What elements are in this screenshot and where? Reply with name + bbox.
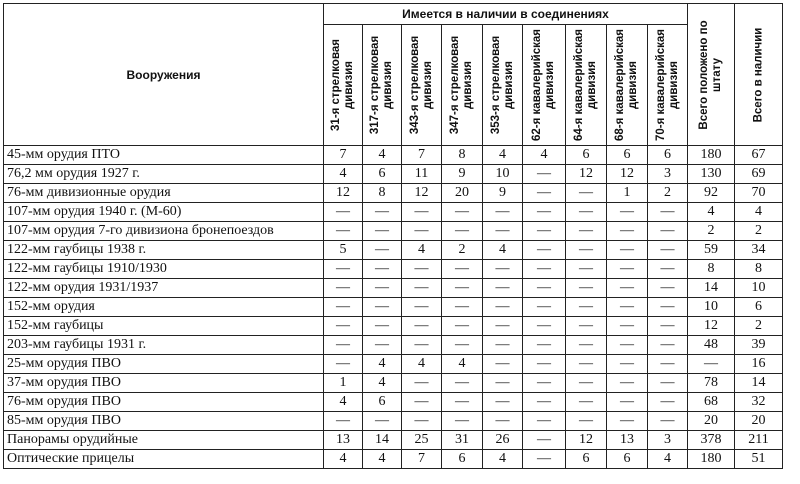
row-value-cell: — — [607, 298, 648, 317]
row-value-cell: — — [566, 184, 607, 203]
header-division-label: 347-я стрелковая дивизия — [449, 35, 474, 135]
row-value-cell: — — [648, 222, 688, 241]
row-value-cell: — — [566, 203, 607, 222]
row-value-cell: — — [483, 336, 523, 355]
row-value-cell: — — [324, 336, 363, 355]
row-value-cell: — — [442, 203, 483, 222]
row-value-cell: 48 — [688, 336, 735, 355]
header-division-label: 353-я стрелковая дивизия — [489, 35, 515, 135]
row-value-cell: — — [402, 393, 442, 412]
row-value-cell: — — [363, 203, 402, 222]
row-value-cell: — — [442, 393, 483, 412]
row-value-cell: — — [442, 374, 483, 393]
row-value-cell: — — [442, 279, 483, 298]
row-value-cell: — — [523, 393, 566, 412]
row-value-cell: 6 — [566, 450, 607, 469]
row-value-cell: — — [363, 279, 402, 298]
row-value-cell: — — [688, 355, 735, 374]
row-weapon-name: 25-мм орудия ПВО — [4, 355, 324, 374]
row-value-cell: 13 — [607, 431, 648, 450]
row-value-cell: — — [483, 374, 523, 393]
header-division-label: 64-я кавалерийская дивизия — [573, 29, 598, 141]
row-value-cell: — — [324, 279, 363, 298]
table-row — [4, 165, 783, 184]
row-value-cell: — — [607, 279, 648, 298]
row-value-cell: 1 — [324, 374, 363, 393]
row-value-cell: — — [523, 279, 566, 298]
row-value-cell: — — [523, 260, 566, 279]
row-value-cell: — — [442, 412, 483, 431]
table-row — [4, 146, 783, 165]
row-value-cell: 10 — [688, 298, 735, 317]
row-value-cell: — — [607, 317, 648, 336]
row-value-cell: 2 — [735, 317, 783, 336]
row-value-cell: — — [363, 260, 402, 279]
row-value-cell: — — [566, 374, 607, 393]
row-value-cell: 14 — [363, 431, 402, 450]
row-value-cell: — — [523, 431, 566, 450]
row-value-cell: 16 — [735, 355, 783, 374]
row-value-cell: — — [566, 279, 607, 298]
row-value-cell: 6 — [442, 450, 483, 469]
row-value-cell: — — [607, 336, 648, 355]
row-weapon-name: 85-мм орудия ПВО — [4, 412, 324, 431]
row-value-cell: 4 — [363, 355, 402, 374]
row-value-cell: — — [523, 203, 566, 222]
row-value-cell: — — [648, 393, 688, 412]
header-division — [363, 25, 402, 146]
header-division — [648, 25, 688, 146]
row-value-cell: 67 — [735, 146, 783, 165]
row-value-cell: — — [607, 412, 648, 431]
row-value-cell: 31 — [442, 431, 483, 450]
row-value-cell: — — [363, 241, 402, 260]
row-value-cell: 6 — [363, 393, 402, 412]
row-value-cell: — — [523, 184, 566, 203]
row-value-cell: — — [648, 279, 688, 298]
row-value-cell: 3 — [648, 431, 688, 450]
row-value-cell: — — [523, 336, 566, 355]
table-body — [4, 146, 783, 469]
row-value-cell: — — [607, 260, 648, 279]
row-value-cell: — — [523, 355, 566, 374]
row-value-cell: — — [607, 241, 648, 260]
table-header — [4, 4, 783, 146]
header-total-available-label: Всего в наличии — [752, 27, 764, 122]
header-row-group — [4, 4, 783, 25]
row-value-cell: — — [402, 412, 442, 431]
row-value-cell: — — [566, 222, 607, 241]
row-value-cell: 4 — [324, 165, 363, 184]
row-value-cell: 39 — [735, 336, 783, 355]
row-value-cell: 8 — [735, 260, 783, 279]
table-row — [4, 317, 783, 336]
row-value-cell: 9 — [483, 184, 523, 203]
row-value-cell: — — [324, 298, 363, 317]
row-value-cell: — — [566, 355, 607, 374]
row-value-cell: — — [607, 374, 648, 393]
row-value-cell: — — [483, 355, 523, 374]
row-weapon-name: 152-мм гаубицы — [4, 317, 324, 336]
row-value-cell: 4 — [324, 450, 363, 469]
row-value-cell: 4 — [483, 146, 523, 165]
row-value-cell: 4 — [483, 450, 523, 469]
row-value-cell: — — [648, 336, 688, 355]
row-value-cell: 25 — [402, 431, 442, 450]
row-value-cell: — — [566, 260, 607, 279]
row-value-cell: — — [566, 336, 607, 355]
table-row — [4, 450, 783, 469]
header-division — [523, 25, 566, 146]
row-value-cell: 378 — [688, 431, 735, 450]
row-value-cell: — — [442, 222, 483, 241]
row-value-cell: 4 — [402, 241, 442, 260]
table-row — [4, 355, 783, 374]
row-value-cell: 180 — [688, 450, 735, 469]
row-value-cell: 34 — [735, 241, 783, 260]
header-division-label: 31-я стрелковая дивизия — [330, 39, 355, 131]
row-value-cell: — — [324, 203, 363, 222]
row-value-cell: 130 — [688, 165, 735, 184]
row-value-cell: 8 — [442, 146, 483, 165]
row-value-cell: 2 — [442, 241, 483, 260]
row-weapon-name: 76,2 мм орудия 1927 г. — [4, 165, 324, 184]
row-value-cell: 70 — [735, 184, 783, 203]
row-value-cell: — — [324, 222, 363, 241]
row-value-cell: — — [523, 222, 566, 241]
row-value-cell: 20 — [442, 184, 483, 203]
row-value-cell: 12 — [402, 184, 442, 203]
armament-table — [3, 3, 783, 469]
header-division — [442, 25, 483, 146]
row-value-cell: 10 — [735, 279, 783, 298]
table-row — [4, 393, 783, 412]
row-value-cell: — — [442, 298, 483, 317]
row-value-cell: — — [483, 222, 523, 241]
row-value-cell: 3 — [648, 165, 688, 184]
row-value-cell: — — [402, 260, 442, 279]
row-value-cell: 12 — [566, 165, 607, 184]
table-row — [4, 184, 783, 203]
row-value-cell: 59 — [688, 241, 735, 260]
table-row — [4, 431, 783, 450]
row-value-cell: — — [324, 260, 363, 279]
row-value-cell: 6 — [566, 146, 607, 165]
row-value-cell: — — [648, 260, 688, 279]
row-value-cell: 9 — [442, 165, 483, 184]
row-value-cell: 211 — [735, 431, 783, 450]
row-value-cell: — — [363, 412, 402, 431]
header-division-label: 317-я стрелковая дивизия — [369, 35, 394, 135]
row-value-cell: — — [483, 260, 523, 279]
row-weapon-name: 37-мм орудия ПВО — [4, 374, 324, 393]
table-row — [4, 241, 783, 260]
row-value-cell: — — [648, 203, 688, 222]
row-value-cell: — — [483, 393, 523, 412]
row-weapon-name: 122-мм гаубицы 1910/1930 — [4, 260, 324, 279]
row-value-cell: 4 — [523, 146, 566, 165]
row-value-cell: 4 — [648, 450, 688, 469]
row-weapon-name: 76-мм дивизионные орудия — [4, 184, 324, 203]
row-weapon-name: 76-мм орудия ПВО — [4, 393, 324, 412]
row-weapon-name: 122-мм орудия 1931/1937 — [4, 279, 324, 298]
row-value-cell: — — [566, 241, 607, 260]
table-row — [4, 336, 783, 355]
row-value-cell: — — [483, 317, 523, 336]
row-value-cell: — — [648, 355, 688, 374]
row-value-cell: — — [566, 317, 607, 336]
row-value-cell: 180 — [688, 146, 735, 165]
row-value-cell: 4 — [688, 203, 735, 222]
row-value-cell: 4 — [735, 203, 783, 222]
row-value-cell: 7 — [402, 450, 442, 469]
header-total-available — [735, 4, 783, 146]
header-division-label: 70-я кавалерийская дивизия — [654, 29, 680, 141]
row-value-cell: 11 — [402, 165, 442, 184]
header-division — [483, 25, 523, 146]
row-value-cell: 14 — [688, 279, 735, 298]
row-value-cell: — — [402, 374, 442, 393]
row-value-cell: 13 — [324, 431, 363, 450]
row-value-cell: 4 — [363, 374, 402, 393]
row-value-cell: 32 — [735, 393, 783, 412]
row-value-cell: 6 — [607, 146, 648, 165]
row-value-cell: 4 — [363, 450, 402, 469]
row-weapon-name: 107-мм орудия 1940 г. (М-60) — [4, 203, 324, 222]
row-value-cell: 20 — [688, 412, 735, 431]
header-available-in-units: Имеется в наличии в соединениях — [324, 4, 688, 25]
row-value-cell: 1 — [607, 184, 648, 203]
table-row — [4, 222, 783, 241]
row-value-cell: 14 — [735, 374, 783, 393]
row-value-cell: — — [607, 203, 648, 222]
header-total-staff — [688, 4, 735, 146]
row-value-cell: — — [648, 374, 688, 393]
row-value-cell: — — [402, 298, 442, 317]
row-value-cell: — — [363, 336, 402, 355]
row-value-cell: — — [442, 317, 483, 336]
row-weapon-name: Панорамы орудийные — [4, 431, 324, 450]
row-value-cell: — — [483, 298, 523, 317]
row-value-cell: 20 — [735, 412, 783, 431]
row-value-cell: — — [648, 241, 688, 260]
row-value-cell: 7 — [324, 146, 363, 165]
row-value-cell: — — [363, 317, 402, 336]
row-value-cell: — — [402, 317, 442, 336]
row-value-cell: 78 — [688, 374, 735, 393]
row-weapon-name: 45-мм орудия ПТО — [4, 146, 324, 165]
header-weapons: Вооружения — [4, 4, 324, 146]
row-value-cell: 92 — [688, 184, 735, 203]
row-value-cell: — — [402, 203, 442, 222]
row-value-cell: — — [402, 222, 442, 241]
row-value-cell: — — [523, 374, 566, 393]
row-value-cell: — — [442, 336, 483, 355]
row-value-cell: — — [402, 279, 442, 298]
row-value-cell: — — [523, 165, 566, 184]
row-value-cell: 6 — [648, 146, 688, 165]
header-division — [566, 25, 607, 146]
header-division-label: 343-я стрелковая дивизия — [408, 35, 434, 135]
row-value-cell: — — [363, 222, 402, 241]
row-value-cell: 2 — [735, 222, 783, 241]
row-value-cell: 12 — [688, 317, 735, 336]
row-value-cell: — — [648, 317, 688, 336]
table-row — [4, 203, 783, 222]
table-row — [4, 374, 783, 393]
row-value-cell: 8 — [688, 260, 735, 279]
header-division — [607, 25, 648, 146]
header-total-staff-label: Всего положено по штату — [698, 19, 723, 130]
row-value-cell: — — [523, 317, 566, 336]
header-division-label: 62-я кавалерийская дивизия — [531, 29, 556, 141]
row-value-cell: 12 — [324, 184, 363, 203]
row-weapon-name: 203-мм гаубицы 1931 г. — [4, 336, 324, 355]
row-value-cell: 6 — [607, 450, 648, 469]
table-row — [4, 298, 783, 317]
row-weapon-name: 122-мм гаубицы 1938 г. — [4, 241, 324, 260]
row-value-cell: 7 — [402, 146, 442, 165]
row-value-cell: — — [442, 260, 483, 279]
row-value-cell: 4 — [402, 355, 442, 374]
row-value-cell: 8 — [363, 184, 402, 203]
row-weapon-name: Оптические прицелы — [4, 450, 324, 469]
row-value-cell: — — [523, 298, 566, 317]
row-value-cell: 2 — [648, 184, 688, 203]
row-value-cell: — — [648, 412, 688, 431]
table-row — [4, 412, 783, 431]
header-division — [402, 25, 442, 146]
table-row — [4, 279, 783, 298]
row-value-cell: — — [363, 298, 402, 317]
row-value-cell: — — [607, 355, 648, 374]
row-value-cell: 26 — [483, 431, 523, 450]
row-value-cell: 68 — [688, 393, 735, 412]
row-value-cell: 51 — [735, 450, 783, 469]
row-value-cell: — — [607, 222, 648, 241]
row-value-cell: 2 — [688, 222, 735, 241]
row-value-cell: 12 — [607, 165, 648, 184]
row-value-cell: — — [483, 203, 523, 222]
row-value-cell: 12 — [566, 431, 607, 450]
row-value-cell: — — [523, 412, 566, 431]
row-value-cell: — — [523, 241, 566, 260]
row-value-cell: — — [324, 355, 363, 374]
row-value-cell: 5 — [324, 241, 363, 260]
row-value-cell: — — [324, 412, 363, 431]
row-value-cell: — — [483, 412, 523, 431]
row-value-cell: 4 — [363, 146, 402, 165]
row-value-cell: — — [566, 393, 607, 412]
row-value-cell: 69 — [735, 165, 783, 184]
row-value-cell: 4 — [483, 241, 523, 260]
row-value-cell: 4 — [324, 393, 363, 412]
row-value-cell: 6 — [363, 165, 402, 184]
row-value-cell: — — [402, 336, 442, 355]
header-division — [324, 25, 363, 146]
armament-table-container — [3, 3, 783, 469]
row-value-cell: — — [607, 393, 648, 412]
table-row — [4, 260, 783, 279]
row-value-cell: 4 — [442, 355, 483, 374]
header-division-label: 68-я кавалерийская дивизия — [614, 29, 639, 141]
row-weapon-name: 152-мм орудия — [4, 298, 324, 317]
row-value-cell: — — [483, 279, 523, 298]
row-value-cell: 6 — [735, 298, 783, 317]
row-value-cell: — — [648, 298, 688, 317]
row-value-cell: — — [566, 298, 607, 317]
row-value-cell: — — [523, 450, 566, 469]
row-value-cell: — — [324, 317, 363, 336]
row-weapon-name: 107-мм орудия 7-го дивизиона бронепоездов — [4, 222, 324, 241]
row-value-cell: 10 — [483, 165, 523, 184]
row-value-cell: — — [566, 412, 607, 431]
